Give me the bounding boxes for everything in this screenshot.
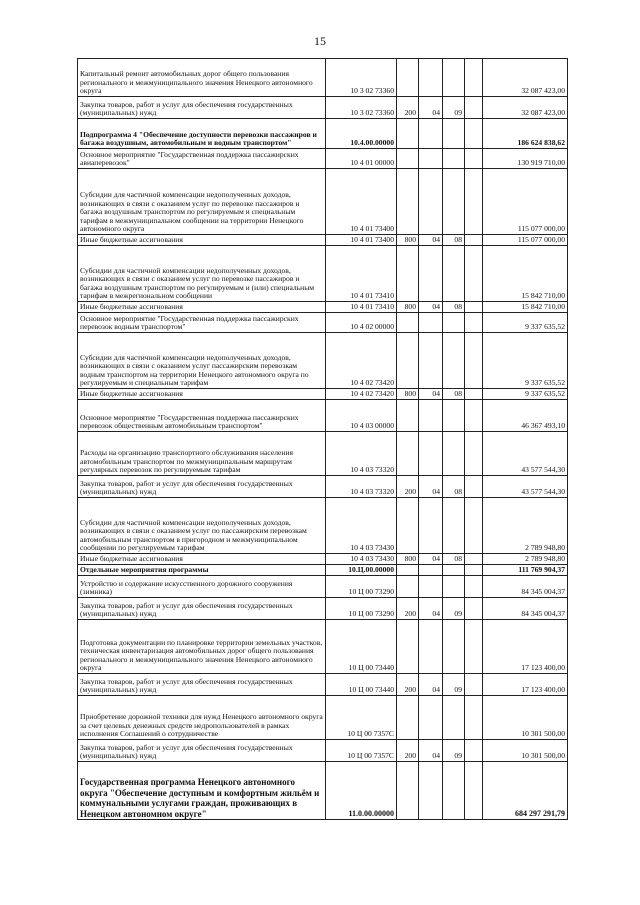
row-sum-cell: 684 297 291,79 xyxy=(483,762,568,820)
row-rz-cell xyxy=(419,59,443,97)
row-pr-cell: 09 xyxy=(443,674,465,696)
row-empty-cell xyxy=(465,119,483,149)
row-code-cell: 10 Ц 00 73290 xyxy=(326,576,397,598)
table-row xyxy=(78,476,568,498)
row-code-cell: 10 4 03 00000 xyxy=(326,400,397,432)
row-pr-cell xyxy=(443,696,465,740)
row-rz-cell xyxy=(419,762,443,820)
row-empty-cell xyxy=(465,313,483,333)
row-vr-cell xyxy=(397,169,419,235)
row-empty-cell xyxy=(465,565,483,576)
row-name-cell: Иные бюджетные ассигнования xyxy=(78,302,326,313)
row-empty-cell xyxy=(465,302,483,313)
row-name-cell: Государственная программа Ненецкого автономного округа "Обеспечение доступным и комфортным жильём и коммунальными услугами граждан, проживающих в Ненецком автономном округе" xyxy=(78,762,326,820)
row-code-cell: 10 4 02 00000 xyxy=(326,313,397,333)
row-code-cell: 10 Ц 00 73290 xyxy=(326,598,397,620)
row-rz-cell xyxy=(419,498,443,554)
row-sum-cell: 130 919 710,00 xyxy=(483,149,568,169)
row-code-cell: 10 Ц 00 73440 xyxy=(326,674,397,696)
table-row xyxy=(78,432,568,476)
table-row xyxy=(78,169,568,235)
row-name-cell: Закупка товаров, работ и услуг для обеспечения государственных (муниципальных) нужд xyxy=(78,97,326,119)
row-rz-cell: 04 xyxy=(419,740,443,762)
row-sum-cell: 9 337 635,52 xyxy=(483,389,568,400)
row-empty-cell xyxy=(465,246,483,302)
row-rz-cell xyxy=(419,246,443,302)
row-code-cell: 10 4 01 00000 xyxy=(326,149,397,169)
row-pr-cell: 08 xyxy=(443,476,465,498)
row-sum-cell: 15 842 710,00 xyxy=(483,302,568,313)
row-pr-cell xyxy=(443,246,465,302)
table-row xyxy=(78,674,568,696)
row-vr-cell: 200 xyxy=(397,476,419,498)
row-rz-cell: 04 xyxy=(419,97,443,119)
row-name-cell: Иные бюджетные ассигнования xyxy=(78,235,326,246)
row-code-cell: 10 4 02 73420 xyxy=(326,333,397,389)
row-empty-cell xyxy=(465,389,483,400)
row-vr-cell: 800 xyxy=(397,554,419,565)
row-name-cell: Закупка товаров, работ и услуг для обеспечения государственных (муниципальных) нужд xyxy=(78,674,326,696)
row-empty-cell xyxy=(465,576,483,598)
table-row xyxy=(78,149,568,169)
row-rz-cell xyxy=(419,400,443,432)
row-rz-cell xyxy=(419,696,443,740)
row-rz-cell xyxy=(419,119,443,149)
row-sum-cell: 43 577 544,30 xyxy=(483,476,568,498)
row-vr-cell xyxy=(397,565,419,576)
row-name-cell: Основное мероприятие "Государственная поддержка пассажирских перевозок водным транспортом" xyxy=(78,313,326,333)
row-sum-cell: 17 123 400,00 xyxy=(483,674,568,696)
row-sum-cell: 2 789 948,80 xyxy=(483,498,568,554)
row-pr-cell xyxy=(443,59,465,97)
row-vr-cell xyxy=(397,498,419,554)
row-code-cell: 10 4 03 73430 xyxy=(326,498,397,554)
row-rz-cell: 04 xyxy=(419,389,443,400)
table-row xyxy=(78,313,568,333)
row-sum-cell: 32 087 423,00 xyxy=(483,59,568,97)
row-code-cell: 11.0.00.00000 xyxy=(326,762,397,820)
row-sum-cell: 84 345 004,37 xyxy=(483,598,568,620)
row-vr-cell xyxy=(397,149,419,169)
row-pr-cell xyxy=(443,313,465,333)
row-code-cell: 10 Ц 00 7357С xyxy=(326,740,397,762)
page-number: 15 xyxy=(314,34,326,48)
row-rz-cell xyxy=(419,576,443,598)
table-row xyxy=(78,400,568,432)
table-row xyxy=(78,119,568,149)
row-pr-cell: 08 xyxy=(443,302,465,313)
row-sum-cell: 10 301 500,00 xyxy=(483,740,568,762)
row-name-cell: Основное мероприятие "Государственная поддержка пассажирских авиаперевозок" xyxy=(78,149,326,169)
row-name-cell: Закупка товаров, работ и услуг для обеспечения государственных (муниципальных) нужд xyxy=(78,598,326,620)
row-code-cell: 10 4 01 73400 xyxy=(326,235,397,246)
row-sum-cell: 15 842 710,00 xyxy=(483,246,568,302)
row-code-cell: 10 4 01 73400 xyxy=(326,169,397,235)
row-pr-cell xyxy=(443,400,465,432)
row-sum-cell: 186 624 838,62 xyxy=(483,119,568,149)
row-sum-cell: 9 337 635,52 xyxy=(483,313,568,333)
row-sum-cell: 111 769 904,37 xyxy=(483,565,568,576)
row-empty-cell xyxy=(465,400,483,432)
row-code-cell: 10 4 01 73410 xyxy=(326,246,397,302)
row-pr-cell: 09 xyxy=(443,97,465,119)
row-sum-cell: 32 087 423,00 xyxy=(483,97,568,119)
row-empty-cell xyxy=(465,696,483,740)
row-vr-cell xyxy=(397,246,419,302)
row-pr-cell xyxy=(443,565,465,576)
budget-table-body xyxy=(78,59,568,820)
table-row xyxy=(78,59,568,97)
row-code-cell: 10 Ц 00 73440 xyxy=(326,620,397,674)
row-empty-cell xyxy=(465,554,483,565)
row-vr-cell xyxy=(397,119,419,149)
row-code-cell: 10 4 02 73420 xyxy=(326,389,397,400)
table-row xyxy=(78,554,568,565)
table-row xyxy=(78,302,568,313)
row-empty-cell xyxy=(465,498,483,554)
row-vr-cell xyxy=(397,696,419,740)
row-empty-cell xyxy=(465,333,483,389)
row-name-cell: Подготовка документации по планировке территории земельных участков, техническая инвентаризация автомобильных дорог общего пользования регионального и межмуниципального значения Ненецкого автономного округа xyxy=(78,620,326,674)
row-rz-cell: 04 xyxy=(419,235,443,246)
table-row xyxy=(78,696,568,740)
row-pr-cell xyxy=(443,762,465,820)
row-empty-cell xyxy=(465,432,483,476)
row-name-cell: Закупка товаров, работ и услуг для обеспечения государственных (муниципальных) нужд xyxy=(78,476,326,498)
row-sum-cell: 17 123 400,00 xyxy=(483,620,568,674)
row-rz-cell: 04 xyxy=(419,476,443,498)
row-code-cell: 10 4 03 73430 xyxy=(326,554,397,565)
row-sum-cell: 9 337 635,52 xyxy=(483,333,568,389)
row-vr-cell: 200 xyxy=(397,598,419,620)
table-row xyxy=(78,762,568,820)
row-pr-cell xyxy=(443,169,465,235)
table-row xyxy=(78,389,568,400)
table-row xyxy=(78,620,568,674)
row-vr-cell xyxy=(397,432,419,476)
row-empty-cell xyxy=(465,620,483,674)
row-rz-cell xyxy=(419,313,443,333)
row-name-cell: Иные бюджетные ассигнования xyxy=(78,389,326,400)
row-vr-cell xyxy=(397,576,419,598)
row-name-cell: Субсидии для частичной компенсации недополученных доходов, возникающих в связи с оказанием услуг по пассажирским перевозкам автомобильным транспортом в пригородном и межмуниципальном сообщении по регулируемым тарифам xyxy=(78,498,326,554)
row-name-cell: Субсидии для частичной компенсации недополученных доходов, возникающих в связи с оказанием услуг пассажирским перевозкам водным транспортом на территории Ненецкого автономного округа по регулируемым и специальным тарифам xyxy=(78,333,326,389)
row-name-cell: Иные бюджетные ассигнования xyxy=(78,554,326,565)
table-row xyxy=(78,333,568,389)
table-row xyxy=(78,565,568,576)
row-name-cell: Расходы на организацию транспортного обслуживания населения автомобильным транспортом по межмуниципальным маршрутам регулярных перевозок по регулируемым тарифам xyxy=(78,432,326,476)
row-code-cell: 10 4 01 73410 xyxy=(326,302,397,313)
table-row xyxy=(78,97,568,119)
row-vr-cell xyxy=(397,620,419,674)
row-name-cell: Приобретение дорожной техники для нужд Ненецкого автономного округа за счет целевых денежных средств недропользователей в рамках исполнения Соглашений о сотрудничестве xyxy=(78,696,326,740)
row-rz-cell: 04 xyxy=(419,674,443,696)
row-sum-cell: 2 789 948,80 xyxy=(483,554,568,565)
row-vr-cell xyxy=(397,400,419,432)
budget-table xyxy=(77,58,568,820)
row-code-cell: 10 3 02 73360 xyxy=(326,59,397,97)
row-pr-cell: 08 xyxy=(443,235,465,246)
row-sum-cell: 115 077 000,00 xyxy=(483,169,568,235)
row-vr-cell: 800 xyxy=(397,235,419,246)
row-empty-cell xyxy=(465,97,483,119)
row-rz-cell: 04 xyxy=(419,598,443,620)
row-sum-cell: 84 345 004,37 xyxy=(483,576,568,598)
row-empty-cell xyxy=(465,476,483,498)
row-name-cell: Основное мероприятие "Государственная поддержка пассажирских перевозок общественным автомобильным транспортом" xyxy=(78,400,326,432)
row-sum-cell: 46 367 493,10 xyxy=(483,400,568,432)
row-empty-cell xyxy=(465,149,483,169)
row-pr-cell: 09 xyxy=(443,740,465,762)
row-code-cell: 10 Ц 00 7357С xyxy=(326,696,397,740)
table-row xyxy=(78,246,568,302)
row-rz-cell xyxy=(419,620,443,674)
row-vr-cell xyxy=(397,333,419,389)
row-code-cell: 10 4 03 73320 xyxy=(326,476,397,498)
table-row xyxy=(78,576,568,598)
row-vr-cell xyxy=(397,762,419,820)
row-empty-cell xyxy=(465,169,483,235)
row-vr-cell: 200 xyxy=(397,674,419,696)
row-name-cell: Отдельные мероприятия программы xyxy=(78,565,326,576)
row-sum-cell: 115 077 000,00 xyxy=(483,235,568,246)
row-name-cell: Подпрограмма 4 "Обеспечение доступности перевозки пассажиров и багажа воздушным, автомобильным и водным транспортом" xyxy=(78,119,326,149)
row-name-cell: Устройство и содержание искусственного дорожного сооружения (зимника) xyxy=(78,576,326,598)
row-pr-cell: 09 xyxy=(443,598,465,620)
row-pr-cell xyxy=(443,620,465,674)
row-sum-cell: 43 577 544,30 xyxy=(483,432,568,476)
row-empty-cell xyxy=(465,235,483,246)
row-sum-cell: 10 301 500,00 xyxy=(483,696,568,740)
row-name-cell: Субсидии для частичной компенсации недополученных доходов, возникающих в связи с оказанием услуг по перевозке пассажиров и багажа воздушным транспортом по регулируемым и специальным тарифам в межмуниципальном сообщении на территории Ненецкого автономного округа xyxy=(78,169,326,235)
row-code-cell: 10.4.00.00000 xyxy=(326,119,397,149)
row-vr-cell xyxy=(397,59,419,97)
row-empty-cell xyxy=(465,598,483,620)
row-pr-cell xyxy=(443,333,465,389)
row-name-cell: Закупка товаров, работ и услуг для обеспечения государственных (муниципальных) нужд xyxy=(78,740,326,762)
row-rz-cell xyxy=(419,333,443,389)
row-rz-cell: 04 xyxy=(419,302,443,313)
row-rz-cell xyxy=(419,149,443,169)
row-pr-cell xyxy=(443,119,465,149)
row-vr-cell xyxy=(397,313,419,333)
row-pr-cell xyxy=(443,576,465,598)
row-empty-cell xyxy=(465,740,483,762)
row-code-cell: 10 4 03 73320 xyxy=(326,432,397,476)
row-rz-cell xyxy=(419,565,443,576)
row-name-cell: Капитальный ремонт автомобильных дорог общего пользования регионального и межмуниципального значения Ненецкого автономного округа xyxy=(78,59,326,97)
table-row xyxy=(78,740,568,762)
row-rz-cell xyxy=(419,169,443,235)
row-vr-cell: 200 xyxy=(397,740,419,762)
row-pr-cell xyxy=(443,432,465,476)
row-empty-cell xyxy=(465,59,483,97)
row-empty-cell xyxy=(465,762,483,820)
table-row xyxy=(78,498,568,554)
row-code-cell: 10 3 02 73360 xyxy=(326,97,397,119)
row-vr-cell: 800 xyxy=(397,389,419,400)
table-row xyxy=(78,235,568,246)
table-row xyxy=(78,598,568,620)
row-rz-cell xyxy=(419,432,443,476)
row-pr-cell: 08 xyxy=(443,389,465,400)
row-rz-cell: 04 xyxy=(419,554,443,565)
row-pr-cell xyxy=(443,498,465,554)
row-code-cell: 10.Ц.00.00000 xyxy=(326,565,397,576)
row-vr-cell: 200 xyxy=(397,97,419,119)
row-name-cell: Субсидии для частичной компенсации недополученных доходов, возникающих в связи с оказанием услуг по перевозке пассажиров и багажа воздушным транспортом по регулируемым и (или) специальным тарифам в межрегиональном сообщении xyxy=(78,246,326,302)
row-pr-cell: 08 xyxy=(443,554,465,565)
row-pr-cell xyxy=(443,149,465,169)
row-vr-cell: 800 xyxy=(397,302,419,313)
row-empty-cell xyxy=(465,674,483,696)
